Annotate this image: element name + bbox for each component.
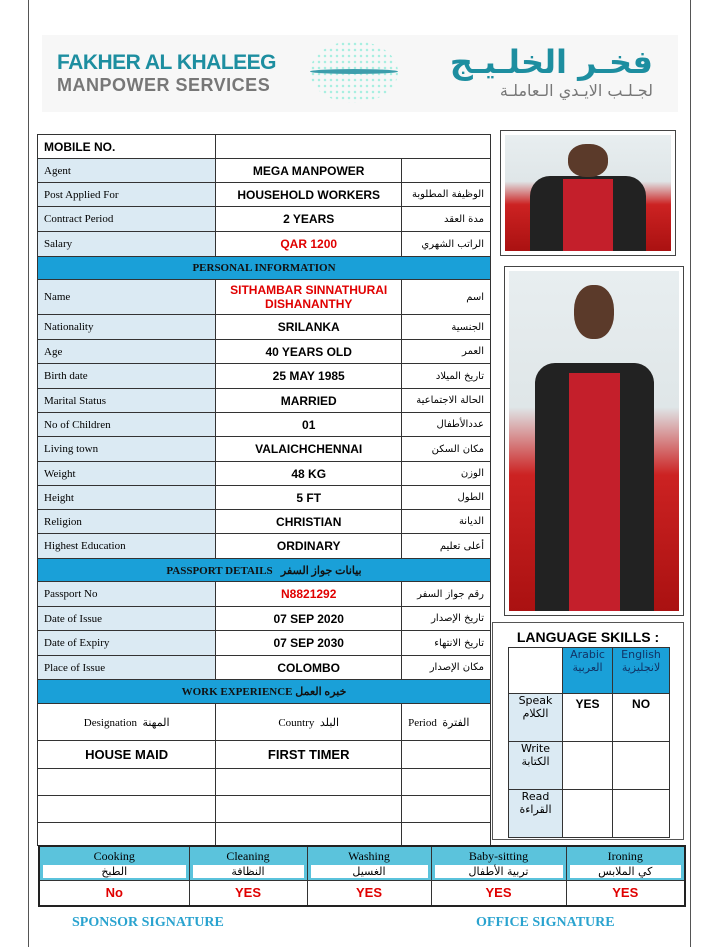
empty-cell (38, 769, 216, 796)
personal-info-header: PERSONAL INFORMATION (38, 257, 491, 280)
country-label: Country (278, 716, 315, 729)
name-value: SITHAMBAR SINNATHURAI DISHANANTHY (216, 280, 402, 315)
empty-cell (38, 823, 216, 846)
height-value: 5 FT (216, 486, 402, 510)
passport-no-ar: رقم جواز السفر (402, 582, 491, 607)
skills-table (38, 845, 686, 907)
empty-cell (563, 790, 613, 838)
skill-label: Ironing (607, 849, 643, 863)
empty-cell (402, 823, 491, 846)
skill-label: Washing (348, 849, 390, 863)
full-length-photo (504, 266, 684, 616)
speak-arabic-value: YES (563, 694, 613, 742)
place-of-issue-ar: مكان الإصدار (402, 656, 491, 680)
height-label: Height (38, 486, 216, 510)
empty-cell (216, 796, 402, 823)
office-signature-label: OFFICE SIGNATURE (476, 915, 615, 930)
logo-ar-sub: لجـلـب الايـدي الـعاملـة (499, 81, 653, 100)
empty-cell (509, 648, 563, 694)
weight-value: 48 KG (216, 462, 402, 486)
work-period (402, 741, 491, 769)
skill-ar: كي الملابس (570, 865, 682, 878)
weight-ar: الوزن (402, 462, 491, 486)
speak-ar: الكلام (522, 707, 549, 720)
education-label: Highest Education (38, 534, 216, 559)
nationality-ar: الجنسية (402, 315, 491, 340)
empty-cell (216, 823, 402, 846)
birth-date-value: 25 MAY 1985 (216, 364, 402, 389)
agent-value: MEGA MANPOWER (216, 159, 402, 183)
passport-title-ar: بيانات جواز السفر (280, 564, 362, 577)
language-skills-title: LANGUAGE SKILLS : (516, 629, 660, 645)
expiry-date-value: 07 SEP 2030 (216, 631, 402, 656)
weight-label: Weight (38, 462, 216, 486)
marital-label: Marital Status (38, 389, 216, 413)
designation-ar: المهنة (142, 716, 170, 729)
skill-ar: النظافة (193, 865, 304, 878)
portrait-photo (500, 130, 676, 256)
empty-cell (563, 742, 613, 790)
designation-label: Designation (83, 716, 137, 729)
name-ar: اسم (402, 280, 491, 315)
contract-label: Contract Period (38, 207, 216, 232)
birth-date-label: Birth date (38, 364, 216, 389)
globe-icon (310, 41, 398, 103)
logo-en-name: FAKHER AL KHALEEG (57, 51, 277, 74)
arabic-ar: العربية (572, 661, 603, 674)
skill-babysitting-value: YES (431, 881, 566, 906)
salary-ar: الراتب الشهري (402, 232, 491, 257)
passport-no-value: N8821292 (216, 582, 402, 607)
contract-value: 2 YEARS (216, 207, 402, 232)
post-value: HOUSEHOLD WORKERS (216, 183, 402, 207)
education-ar: أعلى تعليم (402, 534, 491, 559)
salary-value: QAR 1200 (216, 232, 402, 257)
passport-title: PASSPORT DETAILS (166, 564, 273, 577)
living-town-value: VALAICHCHENNAI (216, 437, 402, 462)
country-col-header (216, 704, 402, 741)
page-border-left (28, 0, 29, 947)
living-town-label: Living town (38, 437, 216, 462)
sponsor-signature-label: SPONSOR SIGNATURE (72, 915, 224, 930)
nationality-label: Nationality (38, 315, 216, 340)
skill-label: Baby-sitting (468, 849, 529, 863)
skill-washing-header (307, 846, 431, 881)
empty-cell (402, 796, 491, 823)
arabic-col-header (563, 648, 613, 694)
age-label: Age (38, 340, 216, 364)
living-town-ar: مكان السكن (402, 437, 491, 462)
skill-label: Cleaning (226, 849, 270, 863)
age-ar: العمر (402, 340, 491, 364)
empty-cell (613, 790, 670, 838)
mobile-label: MOBILE NO. (38, 135, 216, 159)
work-designation: HOUSE MAID (38, 741, 216, 769)
agent-ar (402, 159, 491, 183)
write-row-label (509, 742, 563, 790)
skill-cooking-header (39, 846, 189, 881)
english-label: English (621, 648, 661, 661)
empty-cell (613, 742, 670, 790)
skill-ar: تربية الأطفال (435, 865, 563, 878)
english-col-header (613, 648, 670, 694)
application-form (37, 134, 491, 846)
mobile-value (216, 135, 491, 159)
age-value: 40 YEARS OLD (216, 340, 402, 364)
skill-cleaning-value: YES (189, 881, 307, 906)
skill-ironing-header (566, 846, 685, 881)
write-label: Write (520, 742, 551, 755)
post-label: Post Applied For (38, 183, 216, 207)
skill-cooking-value: No (39, 881, 189, 906)
children-ar: عددالأطفال (402, 413, 491, 437)
period-col-header (402, 704, 491, 741)
skill-babysitting-header (431, 846, 566, 881)
company-logo (42, 35, 678, 112)
language-skills-table (508, 647, 670, 838)
page-border-right (690, 0, 691, 947)
read-label: Read (521, 790, 550, 803)
work-experience-header (38, 680, 491, 704)
skill-ar: الغسيل (311, 865, 428, 878)
country-ar: البلد (319, 716, 340, 729)
language-skills-box (492, 622, 684, 840)
place-of-issue-label: Place of Issue (38, 656, 216, 680)
height-ar: الطول (402, 486, 491, 510)
read-row-label (509, 790, 563, 838)
passport-no-label: Passport No (38, 582, 216, 607)
skill-ironing-value: YES (566, 881, 685, 906)
place-of-issue-value: COLOMBO (216, 656, 402, 680)
issue-date-ar: تاريخ الإصدار (402, 607, 491, 631)
logo-en-sub: MANPOWER SERVICES (57, 75, 271, 95)
period-label: Period (408, 716, 437, 729)
work-title-ar: خبره العمل (295, 686, 347, 698)
birth-date-ar: تاريخ الميلاد (402, 364, 491, 389)
expiry-date-ar: تاريخ الانتهاء (402, 631, 491, 656)
expiry-date-label: Date of Expiry (38, 631, 216, 656)
empty-cell (216, 769, 402, 796)
skill-washing-value: YES (307, 881, 431, 906)
skill-ar: الطبخ (43, 865, 186, 878)
english-ar: لانجليزية (621, 661, 661, 674)
salary-label: Salary (38, 232, 216, 257)
issue-date-label: Date of Issue (38, 607, 216, 631)
work-country: FIRST TIMER (216, 741, 402, 769)
post-ar: الوظيفة المطلوبة (402, 183, 491, 207)
logo-ar-name: فخـر الخلـيـج (449, 43, 653, 81)
speak-label: Speak (518, 694, 553, 707)
period-ar: الفترة (442, 716, 470, 729)
write-ar: الكتابة (521, 755, 550, 768)
speak-row-label (509, 694, 563, 742)
work-title: WORK EXPERIENCE (181, 686, 293, 698)
children-label: No of Children (38, 413, 216, 437)
passport-header (38, 559, 491, 582)
contract-ar: مدة العقد (402, 207, 491, 232)
nationality-value: SRILANKA (216, 315, 402, 340)
children-value: 01 (216, 413, 402, 437)
skill-label: Cooking (93, 849, 135, 863)
name-label: Name (38, 280, 216, 315)
religion-ar: الديانة (402, 510, 491, 534)
marital-ar: الحالة الاجتماعية (402, 389, 491, 413)
marital-value: MARRIED (216, 389, 402, 413)
designation-col-header (38, 704, 216, 741)
arabic-label: Arabic (570, 648, 605, 661)
issue-date-value: 07 SEP 2020 (216, 607, 402, 631)
agent-label: Agent (38, 159, 216, 183)
religion-value: CHRISTIAN (216, 510, 402, 534)
empty-cell (38, 796, 216, 823)
read-ar: القراءة (519, 803, 552, 816)
empty-cell (402, 769, 491, 796)
education-value: ORDINARY (216, 534, 402, 559)
religion-label: Religion (38, 510, 216, 534)
skill-cleaning-header (189, 846, 307, 881)
speak-english-value: NO (613, 694, 670, 742)
